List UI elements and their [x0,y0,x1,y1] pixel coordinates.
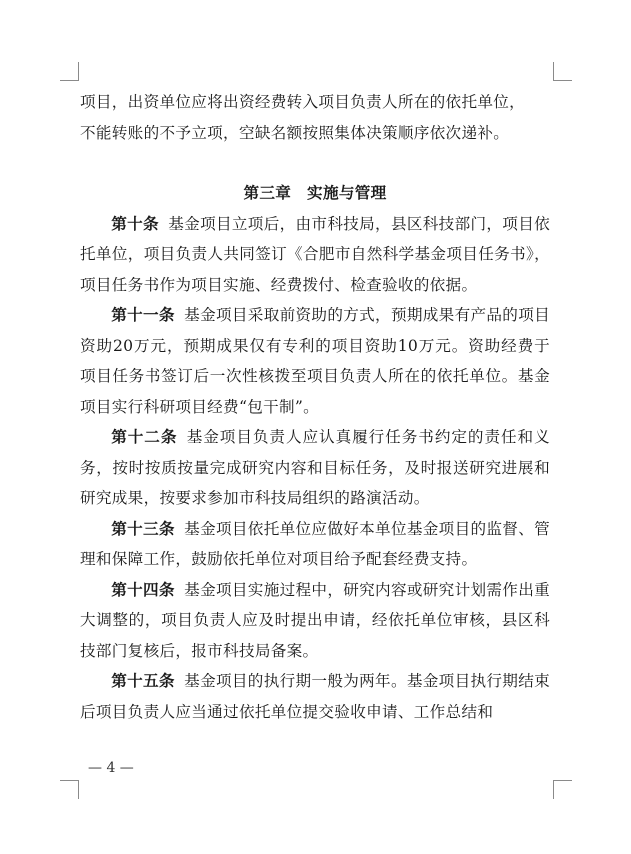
article-11 [80,300,550,422]
page-number: — 4 — [88,760,134,776]
article-13 [80,514,550,575]
chapter-title: 第三章 实施与管理 [243,184,387,202]
crop-mark-top-left [60,62,79,81]
article-title: 第十四条 [111,580,175,599]
crop-mark-bottom-left [60,780,79,799]
article-title: 第十三条 [111,519,175,538]
article-title: 第十一条 [111,306,175,324]
document-body [80,87,550,727]
article-text: 基金项目采取前资助的方式，预期成果有产品的项目资助20万元，预期成果仅有专利的项目资助10万元。资助经费于项目任务书签订后一次性核拨至项目负责人所在的依托单位。基金项目实行科研项目经费“包干制”。 [80,306,550,416]
crop-mark-top-right [553,62,572,81]
article-12 [80,422,550,514]
article-15 [80,666,550,727]
article-title: 第十条 [111,214,159,233]
article-text: 基金项目实施过程中，研究内容或研究计划需作出重大调整的，项目负责人应及时提出申请，经依托单位审核，县区科技部门复核后，报市科技局备案。 [80,580,550,660]
article-text: 基金项目负责人应认真履行任务书约定的责任和义务，按时按质按量完成研究内容和目标任务，及时报送研究进展和研究成果，按要求参加市科技局组织的路演活动。 [80,428,550,507]
crop-mark-bottom-right [553,780,572,799]
article-text: 基金项目立项后，由市科技局，县区科技部门，项目依托单位，项目负责人共同签订《合肥市自然科学基金项目任务书》，项目任务书作为项目实施、经费拨付、检查验收的依据。 [80,214,550,294]
article-10 [80,209,550,301]
article-text: 基金项目依托单位应做好本单位基金项目的监督、管理和保障工作，鼓励依托单位对项目给予配套经费支持。 [80,519,550,568]
article-title: 第十五条 [111,672,175,690]
article-14 [80,575,550,667]
article-title: 第十二条 [111,428,178,446]
article-text: 基金项目的执行期一般为两年。基金项目执行期结束后项目负责人应当通过依托单位提交验收申请、工作总结和 [80,672,550,721]
continuation-line-2: 不能转账的不予立项，空缺名额按照集体决策顺序依次递补。 [80,123,510,142]
continuation-line-1: 项目，出资单位应将出资经费转入项目负责人所在的依托单位， [80,93,526,111]
